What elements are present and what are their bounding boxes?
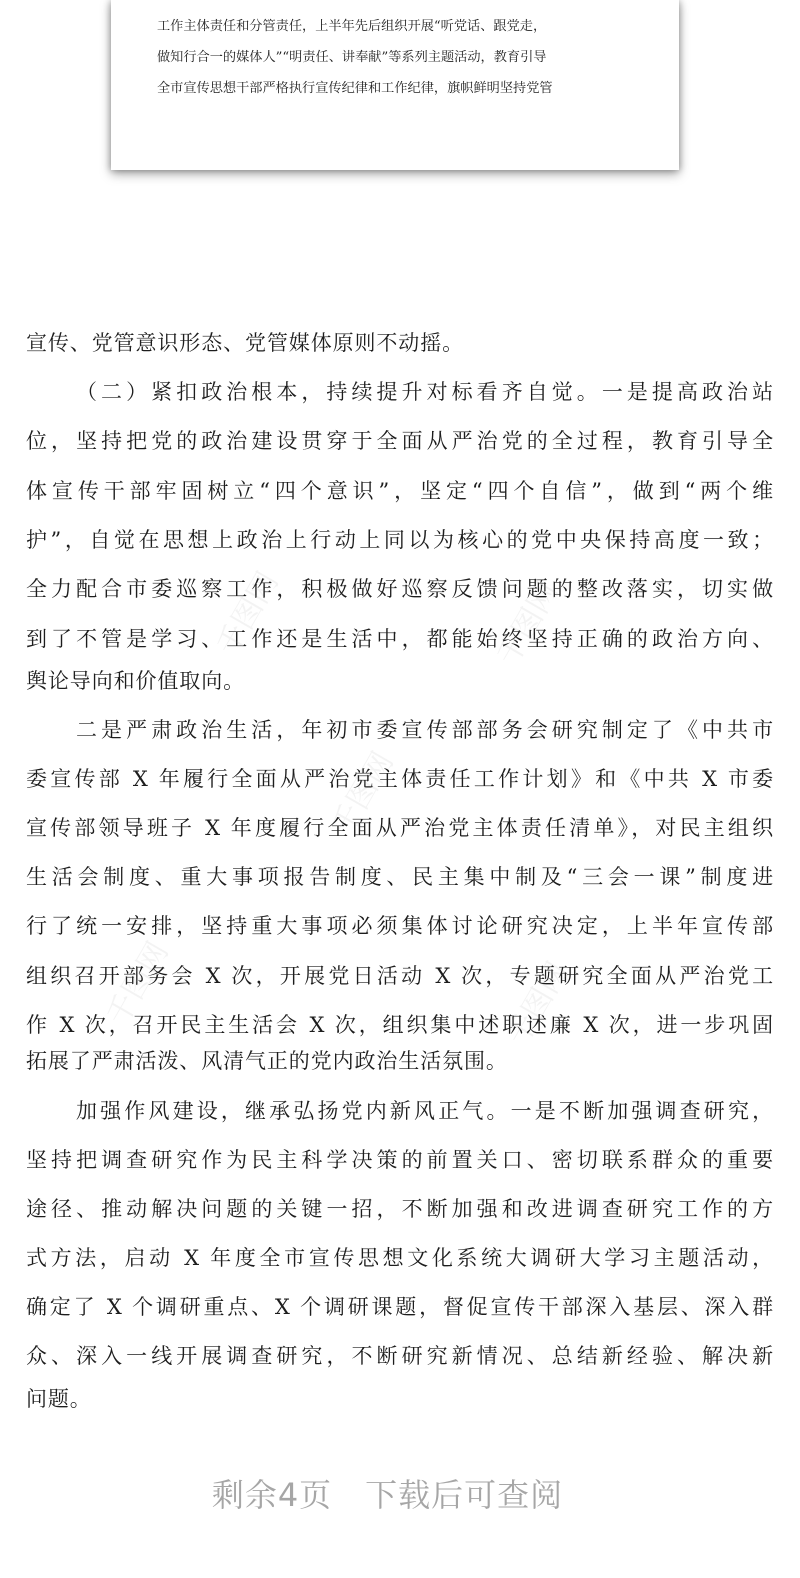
document-line: 作 X 次，召开民主生活会 X 次，组织集中述职述廉 X 次，进一步巩固 bbox=[26, 1013, 774, 1037]
document-line: 生活会制度、重大事项报告制度、民主集中制及“三会一课”制度进 bbox=[26, 865, 774, 889]
document-line: 拓展了严肃活泼、风清气正的党内政治生活氛围。 bbox=[26, 1049, 508, 1073]
document-line: 众、深入一线开展调查研究，不断研究新情况、总结新经验、解决新 bbox=[26, 1344, 774, 1368]
watermark: 千图网 bbox=[100, 936, 176, 1032]
preview-card bbox=[111, 0, 679, 170]
document-line: 体宣传干部牢固树立“四个意识”，坚定“四个自信”，做到“两个维 bbox=[26, 479, 774, 503]
watermark: 千图网 bbox=[490, 576, 566, 672]
preview-line: 工作主体责任和分管责任，上半年先后组织开展“听党话、跟党走， bbox=[157, 19, 547, 34]
document-line: 宣传、党管意识形态、党管媒体原则不动摇。 bbox=[26, 331, 464, 355]
document-line: 组织召开部务会 X 次，开展党日活动 X 次，专题研究全面从严治党工 bbox=[26, 964, 774, 988]
paragraph-start-line: 二是严肃政治生活，年初市委宣传部部务会研究制定了《中共市 bbox=[76, 718, 774, 742]
section-heading-line: （二）紧扣政治根本，持续提升对标看齐自觉。一是提高政治站 bbox=[76, 380, 774, 404]
document-line: 问题。 bbox=[26, 1387, 92, 1411]
preview-line: 做知行合一的媒体人”“明责任、讲奉献”等系列主题活动，教育引导 bbox=[157, 50, 547, 65]
document-line: 位，坚持把党的政治建设贯穿于全面从严治党的全过程，教育引导全 bbox=[26, 429, 774, 453]
preview-card-text bbox=[157, 11, 657, 104]
document-line: 宣传部领导班子 X 年度履行全面从严治党主体责任清单》，对民主组织 bbox=[26, 816, 774, 840]
document-line: 坚持把调查研究作为民主科学决策的前置关口、密切联系群众的重要 bbox=[26, 1148, 774, 1172]
document-line: 确定了 X 个调研重点、X 个调研课题，督促宣传干部深入基层、深入群 bbox=[26, 1295, 774, 1319]
watermark: 千图网 bbox=[500, 956, 576, 1052]
document-line: 全力配合市委巡察工作，积极做好巡察反馈问题的整改落实，切实做 bbox=[26, 577, 774, 601]
document-line: 途径、推动解决问题的关键一招，不断加强和改进调查研究工作的方 bbox=[26, 1197, 774, 1221]
watermark: 千图网 bbox=[210, 566, 286, 662]
document-line: 护”，自觉在思想上政治上行动上同以为核心的党中央保持高度一致； bbox=[26, 528, 774, 552]
document-line: 委宣传部 X 年履行全面从严治党主体责任工作计划》和《中共 X 市委 bbox=[26, 767, 774, 791]
document-line: 行了统一安排，坚持重大事项必须集体讨论研究决定，上半年宣传部 bbox=[26, 914, 774, 938]
download-prompt[interactable]: 剩余4页 下载后可查阅 bbox=[211, 1476, 564, 1514]
document-line: 舆论导向和价值取向。 bbox=[26, 669, 245, 693]
paragraph-start-line: 加强作风建设，继承弘扬党内新风正气。一是不断加强调查研究， bbox=[76, 1099, 774, 1123]
preview-line: 全市宣传思想干部严格执行宣传纪律和工作纪律，旗帜鲜明坚持党管 bbox=[157, 81, 553, 96]
watermark: 千图网 bbox=[325, 746, 401, 842]
document-line: 式方法，启动 X 年度全市宣传思想文化系统大调研大学习主题活动， bbox=[26, 1246, 774, 1270]
document-line: 到了不管是学习、工作还是生活中，都能始终坚持正确的政治方向、 bbox=[26, 627, 774, 651]
